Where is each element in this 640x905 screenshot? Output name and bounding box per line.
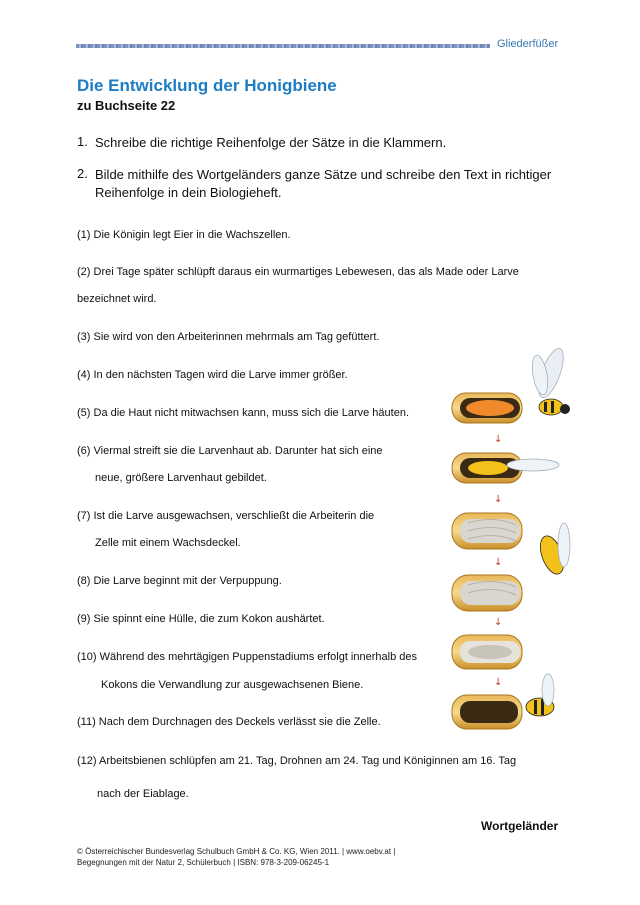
climbing-bee-icon [536, 523, 570, 577]
page-subtitle: zu Buchseite 22 [77, 98, 176, 113]
sentence-line: (9) Sie spinnt eine Hülle, die zum Kokon aushärtet. [77, 613, 325, 625]
task-text: Schreibe die richtige Reihenfolge der Sätze in die Klammern. [95, 135, 447, 150]
cell-pupa-stage-4 [452, 575, 522, 611]
header-section-label: Gliederfüßer [497, 38, 559, 50]
task-number: 2. [77, 166, 88, 181]
copyright-notice [77, 846, 395, 868]
sentence-line: (2) Drei Tage später schlüpft daraus ein wurmartiges Lebewesen, das als Made oder Larve [77, 266, 519, 278]
sentence-line: (8) Die Larve beginnt mit der Verpuppung. [77, 575, 282, 587]
sentence-line: (3) Sie wird von den Arbeiterinnen mehrmals am Tag gefüttert. [77, 331, 380, 343]
sentence-line: Zelle mit einem Wachsdeckel. [95, 537, 241, 549]
sentence-line: (7) Ist die Larve ausgewachsen, verschließt die Arbeiterin die [77, 510, 375, 522]
down-arrow-icon: ↓ [494, 434, 503, 445]
cell-cocoon-stage-5 [452, 635, 522, 669]
wortgelaender-label: Wortgeländer [481, 819, 559, 833]
down-arrow-icon: ↓ [494, 557, 503, 568]
copyright-line: © Österreichischer Bundesverlag Schulbuch GmbH & Co. KG, Wien 2011. | www.oebv.at | [77, 847, 396, 856]
task-number: 1. [77, 134, 88, 149]
cell-pupa-stage-3 [452, 513, 522, 549]
copyright-line: Begegnungen mit der Natur 2, Schülerbuch | ISBN: 978-3-209-06245-1 [77, 858, 330, 867]
down-arrow-icon: ↓ [494, 617, 503, 628]
sentence-line: (4) In den nächsten Tagen wird die Larve immer größer. [77, 369, 348, 381]
cell-bee-stage-2 [452, 453, 559, 483]
task-text: Bilde mithilfe des Wortgeländers ganze Sätze und schreibe den Text in richtiger Reihenfolge in dein Biologieheft. [95, 167, 552, 200]
sentence-line: (5) Da die Haut nicht mitwachsen kann, muss sich die Larve häuten. [77, 407, 409, 419]
bee-development-illustration [448, 345, 578, 745]
down-arrow-icon: ↓ [494, 677, 503, 688]
sentence-line: (6) Viermal streift sie die Larvenhaut ab. Darunter hat sich eine [77, 445, 383, 457]
down-arrow-icon: ↓ [494, 494, 503, 505]
cell-emerging-bee-stage-6 [452, 674, 554, 729]
sentence-line: (1) Die Königin legt Eier in die Wachszellen. [77, 229, 291, 241]
page-title: Die Entwicklung der Honigbiene [77, 76, 337, 95]
sentence-line: nach der Eiablage. [97, 788, 189, 800]
cell-larva-stage-1 [452, 393, 522, 423]
sentence-line: bezeichnet wird. [77, 293, 157, 305]
sentence-line: Kokons die Verwandlung zur ausgewachsenen Biene. [101, 679, 364, 691]
flying-bee-icon [530, 345, 570, 415]
sentence-line: (10) Während des mehrtägigen Puppenstadiums erfolgt innerhalb des [77, 651, 417, 663]
sentence-line: neue, größere Larvenhaut gebildet. [95, 472, 267, 484]
header-decorative-bar [76, 44, 490, 48]
sentence-line: (12) Arbeitsbienen schlüpfen am 21. Tag, Drohnen am 24. Tag und Königinnen am 16. Tag [77, 755, 517, 767]
sentence-line: (11) Nach dem Durchnagen des Deckels verlässt sie die Zelle. [77, 716, 381, 728]
